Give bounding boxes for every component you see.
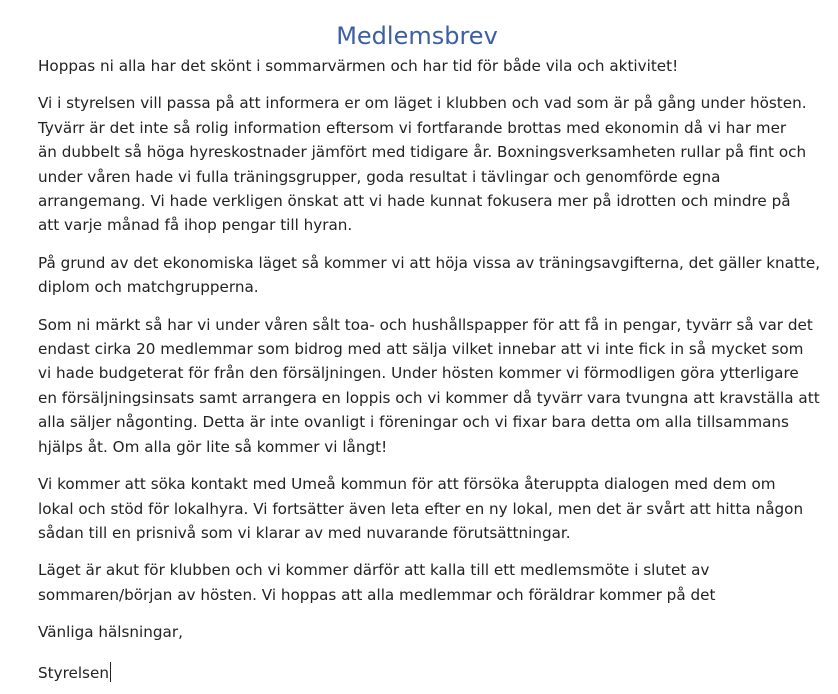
closing-line: Vänliga hälsningar, — [38, 623, 183, 642]
paragraph-information: Vi i styrelsen vill passa på att informera er om läget i klubben och vad som är på gång under hösten. Tyvärr är det inte så rolig information eftersom vi fortfarande brottas med ekonomin då vi har mer än dubbelt så höga hyreskostnader jämfört med tidigare år. Boxningsverksamheten rullar på fint och under våren hade vi fulla träningsgrupper, goda resultat i tävlingar och genomförde egna arrangemang. Vi hade verkligen önskat att vi hade kunnat fokusera mer på idrotten och mindre på att varje månad få ihop pengar till hyran. — [38, 94, 807, 235]
document-page[interactable] — [38, 0, 828, 685]
signature-line[interactable] — [38, 661, 111, 685]
paragraph-greeting: Hoppas ni alla har det skönt i sommarvärmen och har tid för både vila och aktivitet! — [38, 57, 679, 75]
signature: Styrelsen — [38, 663, 109, 682]
paragraph-municipality: Vi kommer att söka kontakt med Umeå kommun för att försöka återuppta dialogen med dem om lokal och stöd för lokalhyra. Vi fortsätter även leta efter en ny lokal, men det är svårt att hitta någon sådan till en prisnivå som vi klarar av med nuvarande förutsättningar. — [38, 475, 804, 542]
text-cursor — [110, 662, 111, 682]
document-title: Medlemsbrev — [336, 22, 498, 50]
paragraph-sales: Som ni märkt så har vi under våren sålt toa- och hushållspapper för att få in pengar, tyvärr så var det endast cirka 20 medlemmar som bidrog med att sälja vilket innebar att vi inte fick in så mycket som vi hade budgeterat för från den försäljningen. Under hösten kommer vi förmodligen göra ytterligare en försäljningsinsats samt arrangera en loppis och vi kommer då tyvärr vara tvungna att kravställa att alla säljer någonting. Detta är inte ovanligt i föreningar och vi fixar bara detta om alla tillsammans hjälps åt. Om alla gör lite så kommer vi långt! — [38, 315, 820, 456]
paragraph-meeting: Läget är akut för klubben och vi kommer därför att kalla till ett medlemsmöte i slutet av sommaren/början av hösten. Vi hoppas att alla medlemmar och föräldrar kommer på det — [38, 561, 716, 604]
paragraph-fees: På grund av det ekonomiska läget så kommer vi att höja vissa av träningsavgifterna, det gäller knatte, diplom och matchgrupperna. — [38, 253, 821, 297]
